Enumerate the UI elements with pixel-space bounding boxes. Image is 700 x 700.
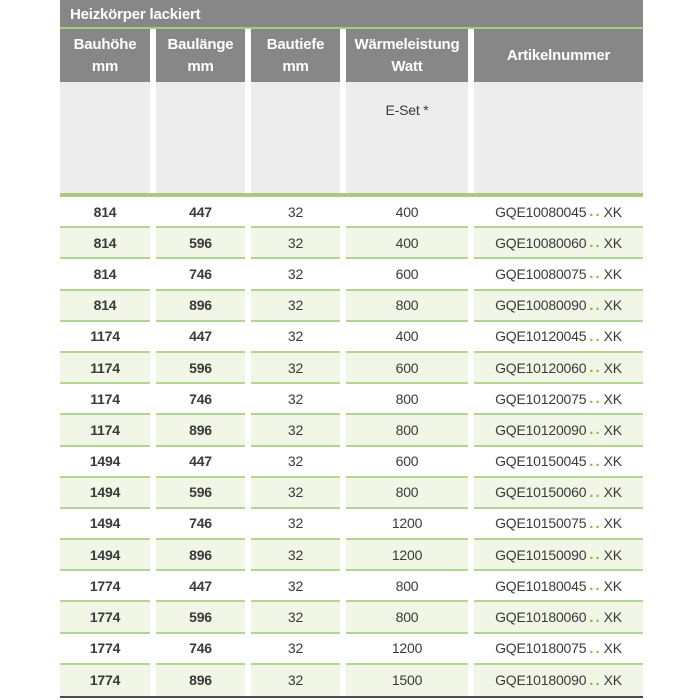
cell-bauhoehe: 814 [60,197,150,228]
column-label: Baulänge [167,35,234,53]
table-row [60,447,643,478]
cell-baulaenge: 896 [156,291,245,322]
table-row [60,197,643,228]
cell-bautiefe: 32 [251,478,340,509]
artikel-placeholder-dots: .. [589,234,602,252]
cell-bauhoehe: 1774 [60,634,150,665]
artikel-suffix: XK [603,640,622,657]
cell-baulaenge: 746 [156,384,245,415]
cell-bautiefe: 32 [251,259,340,290]
cell-artikelnummer [474,602,643,633]
artikel-suffix: XK [603,328,622,345]
column-header-waermeleistung [346,29,468,82]
table-header-row [60,29,643,82]
cell-artikelnummer [474,447,643,478]
cell-artikelnummer [474,478,643,509]
artikel-placeholder-dots: .. [589,296,602,314]
cell-baulaenge: 746 [156,509,245,540]
subheader-cell-empty [251,82,340,193]
cell-bautiefe: 32 [251,571,340,602]
cell-bautiefe: 32 [251,197,340,228]
column-unit: mm [282,57,309,75]
cell-bauhoehe: 1494 [60,540,150,571]
cell-artikelnummer [474,291,643,322]
cell-artikelnummer [474,322,643,353]
cell-bauhoehe: 1174 [60,384,150,415]
artikel-nr: GQE10120090 [495,421,587,438]
artikel-suffix: XK [603,297,622,314]
column-header-artikelnummer [474,29,643,82]
cell-artikelnummer [474,353,643,384]
cell-bauhoehe: 1494 [60,509,150,540]
cell-watt: 800 [346,571,468,602]
artikel-suffix: XK [603,203,622,220]
cell-watt: 400 [346,322,468,353]
artikel-nr: GQE10120075 [495,390,587,407]
artikel-suffix: XK [603,546,622,563]
column-unit: Watt [391,57,423,75]
artikel-suffix: XK [603,265,622,282]
artikel-suffix: XK [603,453,622,470]
cell-baulaenge: 596 [156,478,245,509]
cell-watt: 600 [346,353,468,384]
cell-baulaenge: 746 [156,259,245,290]
table-bottom-border [60,696,643,698]
column-header-bautiefe [251,29,340,82]
table-title: Heizkörper lackiert [60,0,643,29]
cell-baulaenge: 896 [156,665,245,696]
cell-bauhoehe: 1494 [60,478,150,509]
cell-watt: 600 [346,259,468,290]
cell-bauhoehe: 814 [60,259,150,290]
artikel-suffix: XK [603,234,622,251]
table-row [60,540,643,571]
artikel-placeholder-dots: .. [589,359,602,377]
cell-bauhoehe: 1494 [60,447,150,478]
artikel-suffix: XK [603,421,622,438]
cell-bautiefe: 32 [251,384,340,415]
cell-bautiefe: 32 [251,540,340,571]
cell-bautiefe: 32 [251,353,340,384]
cell-artikelnummer [474,197,643,228]
table-subheader-row [60,82,643,193]
table-body [60,197,643,696]
table-row [60,665,643,696]
cell-baulaenge: 896 [156,415,245,446]
column-label: Artikelnummer [506,46,611,64]
column-label: Bautiefe [266,35,325,53]
cell-bautiefe: 32 [251,602,340,633]
artikel-placeholder-dots: .. [589,452,602,470]
artikel-nr: GQE10180090 [495,672,587,689]
cell-baulaenge: 596 [156,228,245,259]
cell-baulaenge: 447 [156,197,245,228]
artikel-placeholder-dots: .. [589,265,602,283]
artikel-nr: GQE10080045 [495,203,587,220]
artikel-placeholder-dots: .. [589,546,602,564]
column-unit: mm [187,57,214,75]
cell-bauhoehe: 814 [60,291,150,322]
artikel-nr: GQE10150045 [495,453,587,470]
cell-artikelnummer [474,509,643,540]
subheader-cell-empty [156,82,245,193]
artikel-suffix: XK [603,672,622,689]
cell-baulaenge: 447 [156,322,245,353]
artikel-nr: GQE10120060 [495,359,587,376]
cell-artikelnummer [474,415,643,446]
artikel-placeholder-dots: .. [589,421,602,439]
cell-bautiefe: 32 [251,322,340,353]
artikel-nr: GQE10180060 [495,609,587,626]
cell-bauhoehe: 1774 [60,602,150,633]
artikel-nr: GQE10080075 [495,265,587,282]
cell-artikelnummer [474,228,643,259]
cell-baulaenge: 896 [156,540,245,571]
table-row [60,415,643,446]
cell-baulaenge: 596 [156,353,245,384]
cell-bauhoehe: 1774 [60,571,150,602]
artikel-suffix: XK [603,484,622,501]
subheader-cell-empty [60,82,150,193]
artikel-placeholder-dots: .. [589,327,602,345]
cell-watt: 800 [346,415,468,446]
column-label: Wärmeleistung [354,35,460,53]
artikel-nr: GQE10080060 [495,234,587,251]
artikel-nr: GQE10150060 [495,484,587,501]
artikel-placeholder-dots: .. [589,639,602,657]
artikel-suffix: XK [603,609,622,626]
table-row [60,478,643,509]
cell-watt: 400 [346,228,468,259]
cell-bauhoehe: 814 [60,228,150,259]
artikel-placeholder-dots: .. [589,671,602,689]
column-header-baulaenge [156,29,245,82]
cell-bautiefe: 32 [251,447,340,478]
table-row [60,322,643,353]
artikel-placeholder-dots: .. [589,483,602,501]
table-row [60,571,643,602]
cell-bautiefe: 32 [251,415,340,446]
subheader-cell-empty [474,82,643,193]
artikel-nr: GQE10150075 [495,515,587,532]
cell-bautiefe: 32 [251,634,340,665]
cell-watt: 1500 [346,665,468,696]
cell-baulaenge: 447 [156,447,245,478]
cell-bauhoehe: 1174 [60,415,150,446]
artikel-placeholder-dots: .. [589,608,602,626]
artikel-placeholder-dots: .. [589,577,602,595]
artikel-nr: GQE10180075 [495,640,587,657]
cell-artikelnummer [474,634,643,665]
artikel-placeholder-dots: .. [589,514,602,532]
cell-artikelnummer [474,259,643,290]
cell-watt: 800 [346,291,468,322]
cell-artikelnummer [474,540,643,571]
table-row [60,353,643,384]
cell-baulaenge: 447 [156,571,245,602]
table-row [60,228,643,259]
subheader-eset-label: E-Set * [346,82,468,193]
artikel-nr: GQE10080090 [495,297,587,314]
cell-watt: 800 [346,602,468,633]
cell-watt: 800 [346,478,468,509]
cell-watt: 800 [346,384,468,415]
cell-watt: 1200 [346,540,468,571]
artikel-suffix: XK [603,515,622,532]
artikel-suffix: XK [603,577,622,594]
column-header-bauhoehe [60,29,150,82]
artikel-nr: GQE10150090 [495,546,587,563]
cell-bautiefe: 32 [251,665,340,696]
table-row [60,509,643,540]
cell-bautiefe: 32 [251,509,340,540]
artikel-suffix: XK [603,359,622,376]
cell-bautiefe: 32 [251,291,340,322]
cell-artikelnummer [474,384,643,415]
product-table [60,0,643,698]
table-row [60,291,643,322]
cell-watt: 400 [346,197,468,228]
cell-baulaenge: 746 [156,634,245,665]
cell-bautiefe: 32 [251,228,340,259]
table-row [60,259,643,290]
artikel-nr: GQE10180045 [495,577,587,594]
artikel-placeholder-dots: .. [589,390,602,408]
artikel-suffix: XK [603,390,622,407]
cell-watt: 1200 [346,634,468,665]
column-unit: mm [91,57,119,75]
cell-bauhoehe: 1174 [60,322,150,353]
cell-bauhoehe: 1174 [60,353,150,384]
table-row [60,602,643,633]
table-row [60,384,643,415]
artikel-placeholder-dots: .. [589,203,602,221]
cell-artikelnummer [474,571,643,602]
column-label: Bauhöhe [73,35,137,53]
cell-bauhoehe: 1774 [60,665,150,696]
cell-artikelnummer [474,665,643,696]
cell-watt: 1200 [346,509,468,540]
cell-watt: 600 [346,447,468,478]
artikel-nr: GQE10120045 [495,328,587,345]
table-row [60,634,643,665]
cell-baulaenge: 596 [156,602,245,633]
